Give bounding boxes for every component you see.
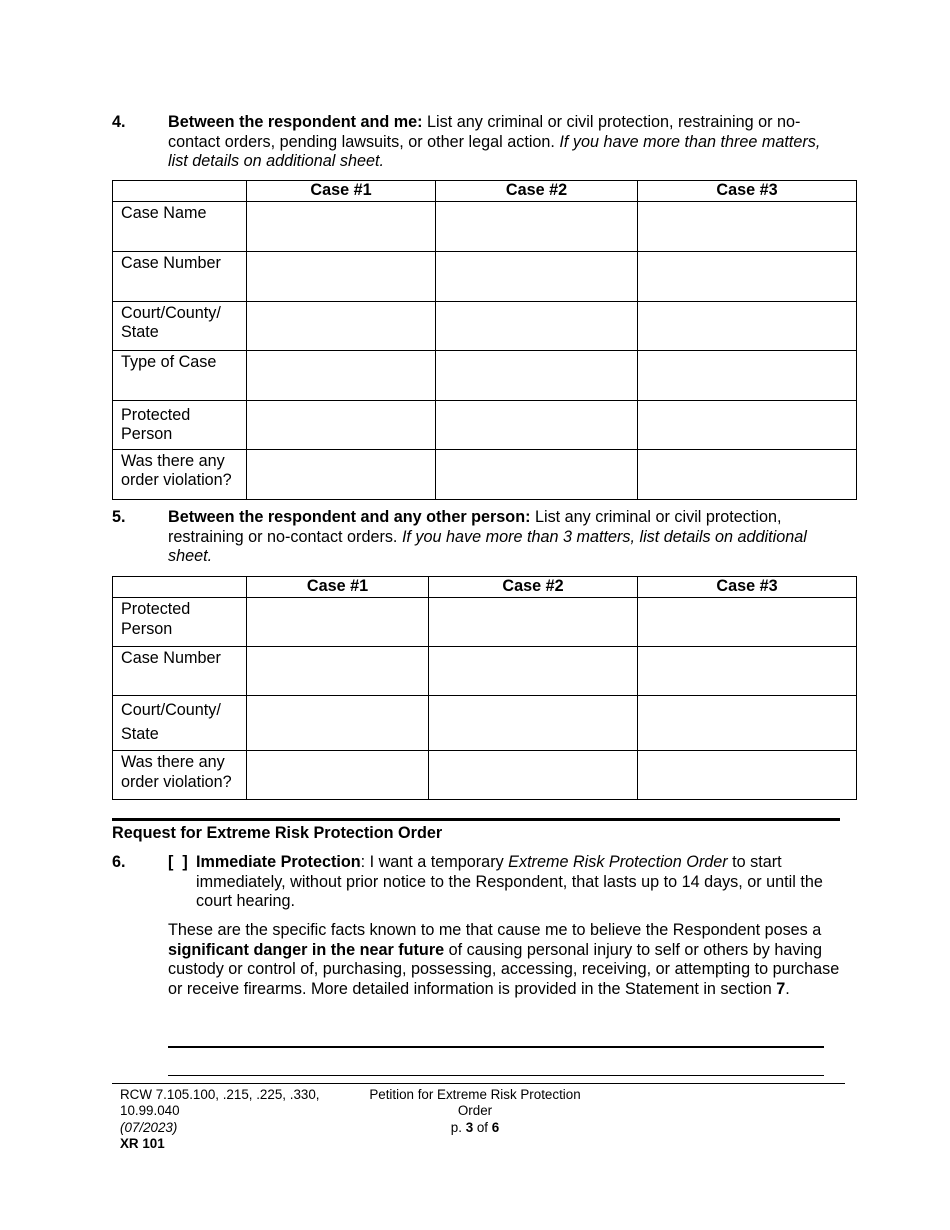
page-total: 6 <box>491 1119 500 1135</box>
case-3-number-cell[interactable] <box>638 647 857 696</box>
row-label-case-number: Case Number <box>113 251 247 301</box>
table-row <box>113 449 857 499</box>
table-row <box>113 751 857 800</box>
row-label-type: Type of Case <box>113 350 247 400</box>
case-1-number-cell[interactable] <box>247 647 429 696</box>
case-3-violation-cell[interactable] <box>638 751 857 800</box>
table-row <box>113 696 857 751</box>
section-4-lead: Between the respondent and me: <box>168 113 423 131</box>
row-label-case-number: Case Number <box>113 647 247 696</box>
header-case-1: Case #1 <box>247 577 429 598</box>
case-2-violation-cell[interactable] <box>429 751 638 800</box>
footer-rule <box>112 1083 845 1084</box>
footer-form-number: XR 101 <box>120 1135 165 1151</box>
case-3-type-cell[interactable] <box>638 350 857 400</box>
table-row <box>113 598 857 647</box>
page-prefix: p. <box>450 1119 466 1135</box>
section-6-lead: Immediate Protection <box>196 853 361 871</box>
case-1-protected-cell[interactable] <box>247 400 436 449</box>
header-cell-empty <box>113 577 247 598</box>
case-1-court-cell[interactable] <box>247 301 436 350</box>
case-3-protected-cell[interactable] <box>638 598 857 647</box>
table-row <box>113 201 857 251</box>
table-row <box>113 251 857 301</box>
header-case-2: Case #2 <box>429 577 638 598</box>
section-4-italic: If you have more than three matters, list details on additional sheet. <box>168 132 821 171</box>
section-5-italic: If you have more than 3 matters, list details on additional sheet. <box>168 527 807 566</box>
section-6-request-text <box>196 853 840 912</box>
section-divider <box>112 818 840 821</box>
case-2-number-cell[interactable] <box>436 251 638 301</box>
case-2-protected-cell[interactable] <box>436 400 638 449</box>
case-2-court-cell[interactable] <box>436 301 638 350</box>
header-case-1: Case #1 <box>247 181 436 202</box>
header-case-2: Case #2 <box>436 181 638 202</box>
case-1-number-cell[interactable] <box>247 251 436 301</box>
writing-line[interactable] <box>168 1075 824 1076</box>
section-4-table <box>112 180 857 500</box>
footer-rcw-line-1: RCW 7.105.100, .215, .225, .330, <box>120 1087 320 1102</box>
section-6-italic: Extreme Risk Protection Order <box>508 853 728 871</box>
section-5-text: List any criminal or civil protection, restraining or no-contact orders. <box>168 508 782 546</box>
table-row <box>113 647 857 696</box>
header-cell-empty <box>113 181 247 202</box>
case-2-type-cell[interactable] <box>436 350 638 400</box>
case-3-name-cell[interactable] <box>638 201 857 251</box>
case-3-protected-cell[interactable] <box>638 400 857 449</box>
case-2-number-cell[interactable] <box>429 647 638 696</box>
footer-left <box>120 1087 320 1152</box>
section-6-number: 6. <box>112 853 126 871</box>
case-1-violation-cell[interactable] <box>247 449 436 499</box>
section-5-instructions <box>168 508 840 567</box>
footer-date: (07/2023) <box>120 1119 178 1135</box>
footer-rcw-line-2: 10.99.040 <box>120 1103 180 1119</box>
footer-title-line-2: Order <box>457 1103 493 1119</box>
footer-title-line-1: Petition for Extreme Risk Protection <box>369 1087 581 1102</box>
section-5-number: 5. <box>112 508 126 526</box>
footer-center <box>352 1087 598 1136</box>
case-1-court-cell[interactable] <box>247 696 429 751</box>
section-4-number: 4. <box>112 113 126 131</box>
case-2-name-cell[interactable] <box>436 201 638 251</box>
request-heading: Request for Extreme Risk Protection Order <box>112 824 443 842</box>
row-label-case-name: Case Name <box>113 201 247 251</box>
row-label-court: Court/County/ State <box>113 696 247 751</box>
facts-bold: significant danger in the near future <box>168 940 445 959</box>
section-4-text: List any criminal or civil protection, restraining or no-contact orders, pending lawsuits, or other legal action. <box>168 113 801 151</box>
case-3-court-cell[interactable] <box>638 696 857 751</box>
header-case-3: Case #3 <box>638 181 857 202</box>
row-label-court: Court/County/ State <box>113 301 247 350</box>
case-1-type-cell[interactable] <box>247 350 436 400</box>
page-current: 3 <box>465 1119 474 1135</box>
case-2-court-cell[interactable] <box>429 696 638 751</box>
case-3-court-cell[interactable] <box>638 301 857 350</box>
immediate-protection-checkbox[interactable]: [ ] <box>168 853 188 871</box>
section-5-lead: Between the respondent and any other person: <box>168 508 531 526</box>
page-of: of <box>473 1119 492 1135</box>
header-case-3: Case #3 <box>638 577 857 598</box>
case-3-number-cell[interactable] <box>638 251 857 301</box>
table-header-row <box>113 577 857 598</box>
facts-text-2: of causing personal injury to self or others by having custody or control of, purchasing, possessing, accessing, receiving, or attempting to purchase or receive firearms. More detailed information is provided in the Statement in section <box>168 940 840 998</box>
section-5-table <box>112 576 857 800</box>
table-header-row <box>113 181 857 202</box>
facts-section-ref: 7 <box>776 979 786 998</box>
writing-line[interactable] <box>168 1046 824 1048</box>
case-3-violation-cell[interactable] <box>638 449 857 499</box>
facts-end: . <box>785 979 790 998</box>
table-row <box>113 301 857 350</box>
row-label-violation: Was there any order violation? <box>113 449 247 499</box>
row-label-violation: Was there any order violation? <box>113 751 247 800</box>
case-2-protected-cell[interactable] <box>429 598 638 647</box>
row-label-protected-person: Protected Person <box>113 400 247 449</box>
case-2-violation-cell[interactable] <box>436 449 638 499</box>
facts-text-1: These are the specific facts known to me that cause me to believe the Respondent poses a <box>168 921 822 939</box>
case-1-name-cell[interactable] <box>247 201 436 251</box>
section-6-facts <box>168 921 840 999</box>
section-4-instructions <box>168 113 840 172</box>
table-row <box>113 350 857 400</box>
section-6-text-2: to start immediately, without prior notice to the Respondent, that lasts up to 14 days, or until the court hearing. <box>196 853 823 911</box>
section-6-text-1: : I want a temporary <box>360 853 509 871</box>
case-1-violation-cell[interactable] <box>247 751 429 800</box>
table-row <box>113 400 857 449</box>
case-1-protected-cell[interactable] <box>247 598 429 647</box>
row-label-protected-person: Protected Person <box>113 598 247 647</box>
footer-page-number <box>352 1120 598 1136</box>
